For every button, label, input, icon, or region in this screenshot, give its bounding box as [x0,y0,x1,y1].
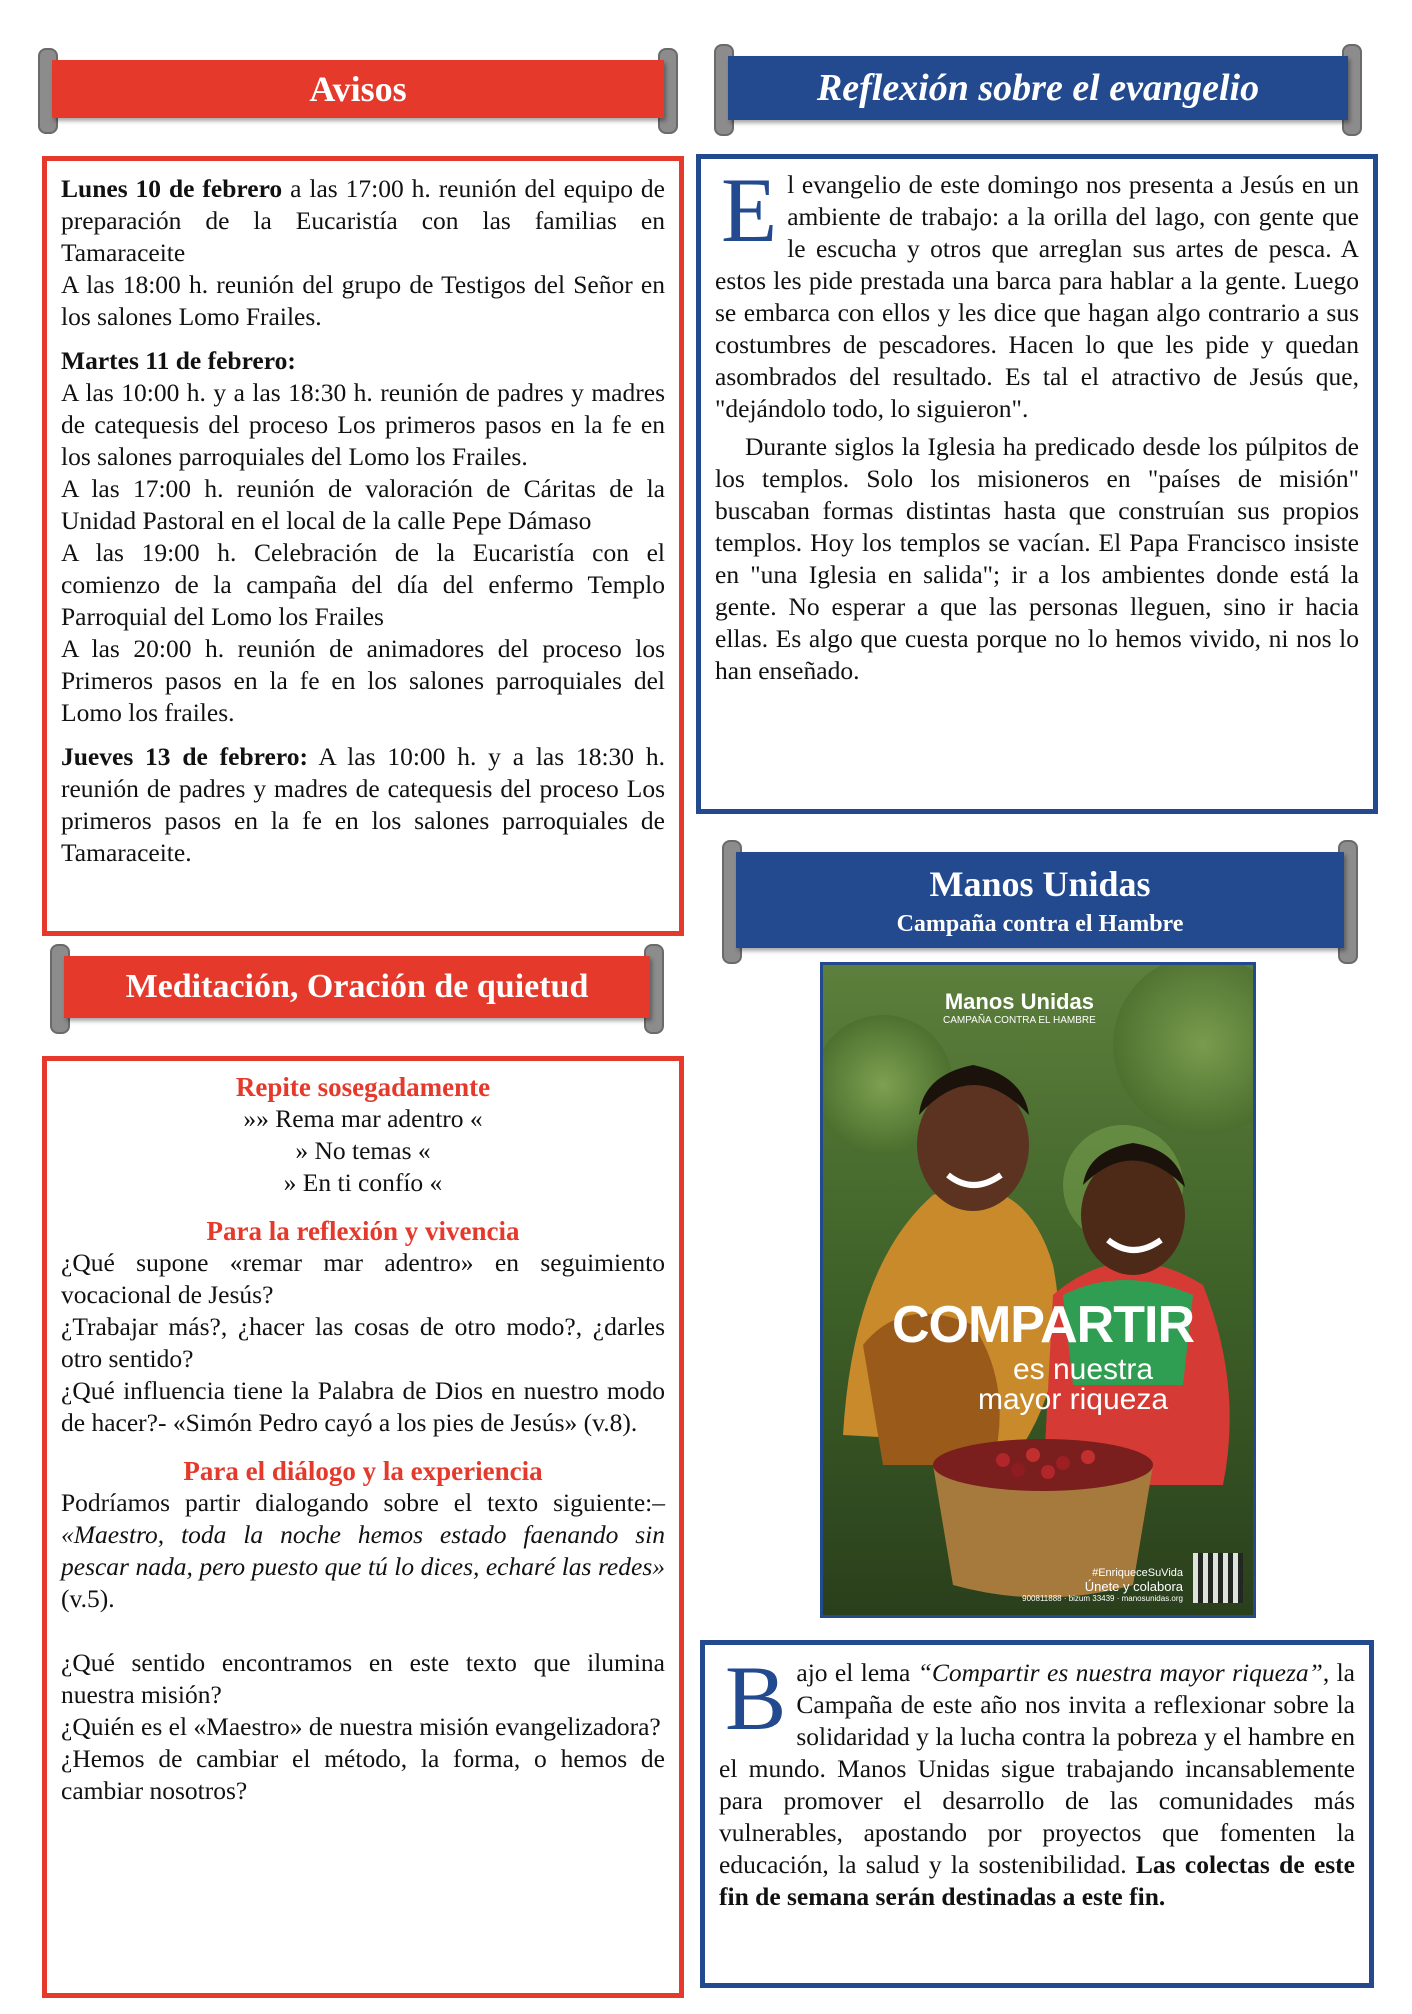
meditacion-title-text: Meditación, Oración de quietud [125,968,589,1005]
reflexion-content [715,159,1359,687]
manos-unidas-poster [820,962,1256,1618]
avisos-box [42,156,684,936]
poster-logo [943,989,1096,1026]
repite-line: » En ti confío « [283,1168,443,1197]
meditacion-banner [50,944,664,1034]
repite-heading: Repite sosegadamente [235,1072,491,1102]
aviso-lunes-text2: A las 18:00 h. reunión del grupo de Testigos del Señor en los salones Lomo Frailes. [61,270,665,331]
aviso-lunes-label: Lunes 10 de febrero [61,174,283,203]
dialogo-intro: Podríamos partir dialogando sobre el texto siguiente:– [61,1488,665,1517]
reflexion-question: ¿Qué influencia tiene la Palabra de Dios en nuestro modo de hacer?- «Simón Pedro cayó a los pies de Jesús» (v.8). [61,1376,665,1437]
reflexion-title-text: Reflexión sobre el evangelio [816,67,1260,109]
manos-paragraph [719,1647,1355,1913]
avisos-title-text: Avisos [309,69,407,109]
manos-title [736,852,1344,948]
reflexion-box [696,154,1378,814]
reflexion-title [728,56,1348,120]
dialogo-quote: «Maestro, toda la noche hemos estado faenando sin pescar nada, pero puesto que tú lo dices, echaré las redes» [61,1520,665,1581]
poster-hashtag: #EnriqueceSuVida [1092,1567,1183,1579]
aviso-martes-label-text: Martes 11 de febrero: [61,346,296,375]
poster-line3: mayor riqueza [977,1383,1169,1416]
aviso-martes-item: A las 17:00 h. reunión de valoración de Cáritas de la Unidad Pastoral en el local de la calle Pepe Dámaso [61,474,665,535]
poster-contact: 900811888 · bizum 33439 · manosunidas.org [1022,1594,1183,1603]
aviso-martes-item: A las 10:00 h. y a las 18:30 h. reunión de padres y madres de catequesis del proceso Los primeros pasos en la fe en los salones parroquiales del Lomo los Frailes. [61,378,665,471]
dialogo-text [61,1487,665,1615]
manos-banner [722,840,1358,964]
poster-image [823,965,1253,1615]
poster-headline-block [883,1295,1203,1415]
manos-title-text: Manos Unidas [929,863,1151,904]
reflexion-p1-text: l evangelio de este domingo nos presenta a Jesús en un ambiente de trabajo: a la orilla del lago, con gente que le escucha y otros que arreglan sus artes de pesca. A estos les pide prestada una barca para hablar a la gente. Luego se embarca con ellos y les dice que hagan algo contrario a sus costumbres de pescadores. Hacen lo que les pide y quedan asombrados del resultado. Es tal el atractivo de Jesús que, "dejándolo todo, lo siguieron". [715,170,1359,423]
poster-footer [1022,1567,1183,1603]
manos-text [719,1647,1355,1913]
manos-text-pre: ajo el lema [796,1658,918,1687]
meditacion-content [61,1071,665,1807]
pregunta: ¿Quién es el «Maestro» de nuestra misión evangelizadora? [61,1712,661,1741]
reflexion-question: ¿Trabajar más?, ¿hacer las cosas de otro modo?, ¿darles otro sentido? [61,1312,665,1373]
manos-text-mid: , la Campaña de este año nos invita a reflexionar sobre la solidaridad y la lucha contra la pobreza y el hambre en el mundo. Manos Unidas sigue trabajando incansablemente para promover el desarrollo de las comunidades más vulnerables, apostando por proyectos que fomenten la educación, la salud y la sostenibilidad. [719,1658,1355,1879]
manos-text-box [700,1640,1374,1988]
pregunta: ¿Qué sentido encontramos en este texto que ilumina nuestra misión? [61,1648,665,1709]
aviso-martes-label [61,345,665,377]
poster-logo-sub: CAMPAÑA CONTRA EL HAMBRE [943,1015,1096,1026]
aviso-jueves-text: A las 10:00 h. y a las 18:30 h. reunión de padres y madres de catequesis del proceso Los primeros pasos en la fe en los salones parroquiales de Tamaraceite. [61,742,665,867]
avisos-banner [38,48,678,134]
manos-text-bold: Las colectas de este fin de semana serán destinadas a este fin. [719,1850,1355,1911]
reflexion-p2: Durante siglos la Iglesia ha predicado desde los púlpitos de los templos. Solo los misioneros en "países de misión" buscaban formas distintas hasta que construían sus propios templos. Hoy los templos se vacían. El Papa Francisco insiste en "una Iglesia en salida"; ir a los ambientes donde está la gente. No esperar a que las personas lleguen, sino ir hacia ellas. Es algo que cuesta porque no lo hemos vivido, ni nos lo han enseñado. [715,432,1359,685]
qr-code-icon [1193,1553,1243,1603]
dropcap-e: E [721,159,778,261]
meditacion-title [64,956,650,1018]
pregunta: ¿Hemos de cambiar el método, la forma, o hemos de cambiar nosotros? [61,1744,665,1805]
poster-cta: Únete y colabora [1084,1579,1183,1594]
aviso-lunes [61,173,665,269]
meditacion-box [42,1056,684,1998]
dialogo-heading: Para el diálogo y la experiencia [183,1456,543,1486]
manos-subtitle: Campaña contra el Hambre [896,910,1184,937]
aviso-jueves [61,741,665,869]
poster-logo-text: Manos Unidas [944,989,1094,1014]
aviso-jueves-label: Jueves 13 de febrero: [61,742,308,771]
dialogo-ref: (v.5). [61,1584,115,1613]
repite-line: »» Rema mar adentro « [243,1104,483,1133]
repite-line: » No temas « [295,1136,431,1165]
dropcap-b: B [725,1647,787,1749]
reflexion-banner [714,44,1362,136]
avisos-title [52,60,664,118]
reflexion-question: ¿Qué supone «remar mar adentro» en seguimiento vocacional de Jesús? [61,1248,665,1309]
aviso-martes-item: A las 20:00 h. reunión de animadores del proceso los Primeros pasos en la fe en los salones parroquiales del Lomo los frailes. [61,634,665,727]
poster-headline: COMPARTIR [891,1296,1194,1354]
poster-line2: es nuestra [1012,1353,1154,1386]
reflexion-heading: Para la reflexión y vivencia [206,1216,520,1246]
reflexion-p1 [715,159,1359,425]
manos-text-quote: “Compartir es nuestra mayor riqueza” [917,1658,1323,1687]
aviso-martes-item: A las 19:00 h. Celebración de la Eucaristía con el comienzo de la campaña del día del enfermo Templo Parroquial del Lomo los Frailes [61,538,665,631]
avisos-content [61,173,665,869]
aviso-lunes-text: a las 17:00 h. reunión del equipo de preparación de la Eucaristía con las familias en Tamaraceite [61,174,666,267]
